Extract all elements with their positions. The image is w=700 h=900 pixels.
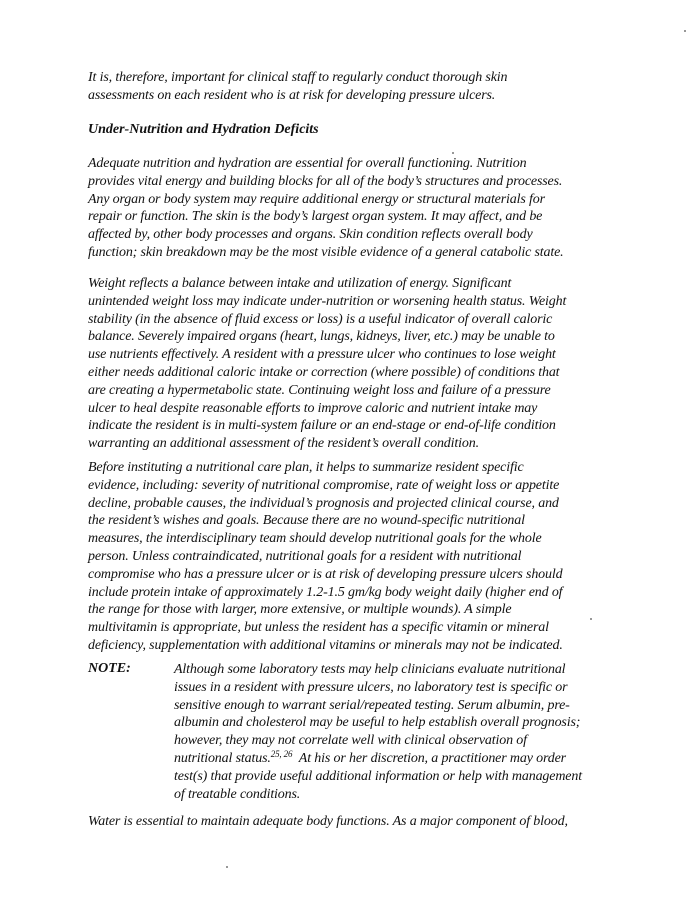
text-line-with-citation [174,750,624,768]
text-line: are creating a hypermetabolic state. Continuing weight loss and failure of a pressure [88,382,551,398]
text-line: ulcer to heal despite reasonable efforts to improve caloric and nutrient intake may [88,400,538,416]
text-line: include protein intake of approximately 1.2-1.5 gm/kg body weight daily (higher end of [88,584,563,600]
text-line: compromise who has a pressure ulcer or is at risk of developing pressure ulcers should [88,566,563,582]
text-fragment: nutritional status. [174,750,271,766]
text-line: Any organ or body system may require additional energy or structural materials for [88,191,545,207]
paragraph-skin-assessment [88,69,608,105]
text-line: evidence, including: severity of nutritional compromise, rate of weight loss or appetite [88,477,560,493]
text-line: sensitive enough to warrant serial/repeated testing. Serum albumin, pre- [174,697,570,713]
text-line: warranting an additional assessment of the resident’s overall condition. [88,436,479,452]
citation-superscript: 25, 26 [270,748,293,759]
text-line: It is, therefore, important for clinical staff to regularly conduct thorough skin [88,70,508,85]
text-line: Although some laboratory tests may help clinicians evaluate nutritional [174,662,566,677]
text-line: person. Unless contraindicated, nutritional goals for a resident with nutritional [88,548,522,564]
text-line: test(s) that provide useful additional information or help with management [174,768,582,784]
text-line: albumin and cholesterol may be useful to help establish overall prognosis; [174,715,581,731]
text-line: use nutrients effectively. A resident with a pressure ulcer who continues to lose weight [88,347,556,363]
text-line: Adequate nutrition and hydration are essential for overall functioning. Nutrition [88,156,527,171]
text-line: decline, probable causes, the individual’s prognosis and projected clinical course, and [88,495,559,511]
text-fragment: At his or her discretion, a practitioner may order [292,750,566,766]
note-body [174,661,624,803]
text-line: however, they may not correlate well with clinical observation of [174,733,527,749]
text-line: multivitamin is appropriate, but unless the resident has a specific vitamin or mineral [88,620,549,636]
paragraph-nutrition [88,155,608,262]
paragraph-water [88,813,608,831]
paragraph-weight [88,275,608,453]
text-line: the resident’s wishes and goals. Because there are no wound-specific nutritional [88,513,525,529]
text-line: deficiency, supplementation with additional vitamins or minerals may not be indicated. [88,637,563,653]
text-line: either needs additional caloric intake or correction (where possible) of conditions that [88,364,560,380]
scan-speck [452,152,454,154]
scan-speck [684,30,686,32]
paragraph-care-plan [88,459,608,655]
text-line: unintended weight loss may indicate under-nutrition or worsening health status. Weight [88,293,567,309]
text-line: stability (in the absence of fluid excess or loss) is a useful indicator of overall caloric [88,311,553,327]
text-line: Before instituting a nutritional care plan, it helps to summarize resident specific [88,460,524,475]
scan-speck [590,618,592,620]
text-line: balance. Severely impaired organs (heart, lungs, kidneys, liver, etc.) may be unable to [88,329,555,345]
text-line: Weight reflects a balance between intake and utilization of energy. Significant [88,276,512,291]
text-line: repair or function. The skin is the body’s largest organ system. It may affect, and be [88,209,543,225]
text-line: issues in a resident with pressure ulcers, no laboratory test is specific or [174,679,568,695]
section-heading: Under-Nutrition and Hydration Deficits [88,122,319,137]
scan-speck [226,866,228,868]
note-label: NOTE: [88,661,131,676]
text-line: Water is essential to maintain adequate body functions. As a major component of blood, [88,814,568,829]
text-line: measures, the interdisciplinary team should develop nutritional goals for the whole [88,531,542,547]
text-line: indicate the resident is in multi-system failure or an end-stage or end-of-life condition [88,418,556,434]
text-line: assessments on each resident who is at risk for developing pressure ulcers. [88,87,496,103]
text-line: function; skin breakdown may be the most visible evidence of a general catabolic state. [88,244,564,260]
text-line: provides vital energy and building blocks for all of the body’s structures and processes. [88,173,563,189]
text-line: of treatable conditions. [174,786,301,802]
text-line: the range for those with larger, more extensive, or multiple wounds). A simple [88,602,512,618]
text-line: affected by, other body processes and organs. Skin condition reflects overall body [88,227,533,243]
